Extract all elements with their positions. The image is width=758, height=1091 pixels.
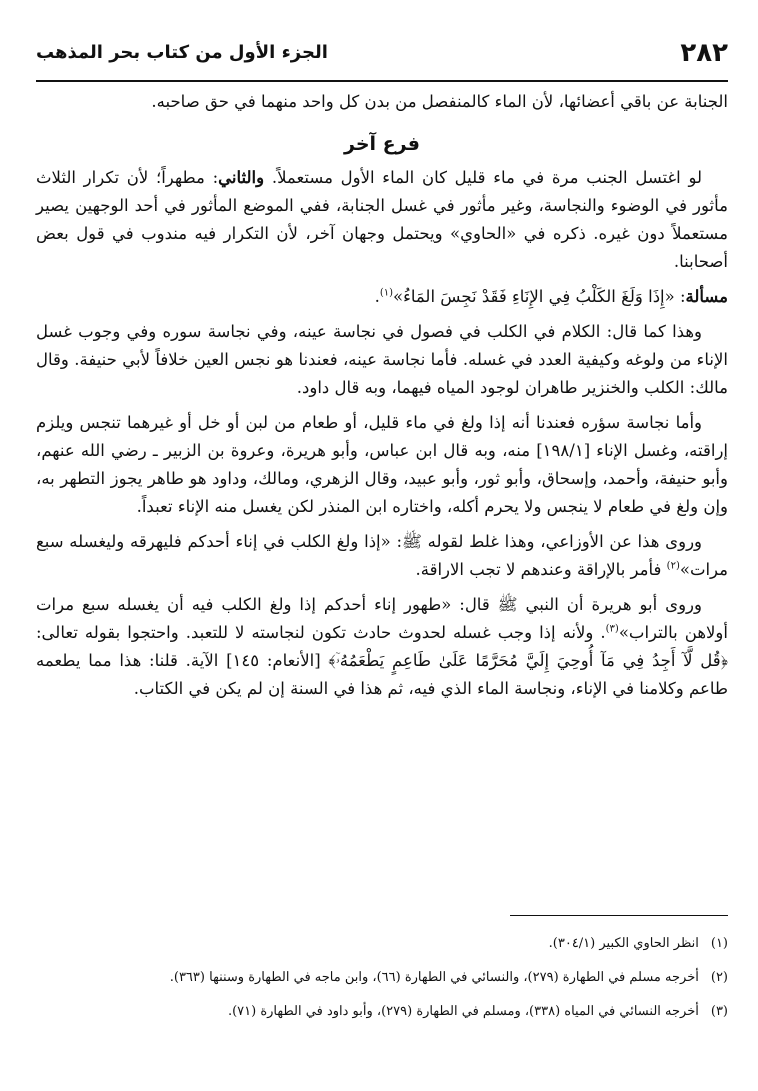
footnote-ref: (٢) — [666, 560, 680, 572]
footnote-number: (١) — [710, 936, 728, 951]
footnote-2 — [36, 964, 728, 992]
masala-heading — [36, 283, 728, 311]
paragraph-far-akhar — [36, 164, 728, 276]
footnote-text: انظر الحاوي الكبير (٣٠٤/١). — [548, 936, 699, 951]
main-text — [36, 88, 728, 710]
footnote-number: (٣) — [710, 1004, 728, 1019]
paragraph-text: وروى هذا عن الأوزاعي، وهذا غلط لقوله ﷺ: «إذا ولغ الكلب في إناء أحدكم فليهرقه وليغسله سبع مرات» — [36, 532, 728, 579]
footnote-divider — [510, 915, 728, 916]
footnote-text: أخرجه النسائي في المياه (٣٣٨)، ومسلم في الطهارة (٢٧٩)، وأبو داود في الطهارة (٧١). — [227, 1004, 699, 1019]
footnote-ref: (١) — [379, 287, 394, 299]
masala-label: مسألة — [685, 287, 728, 306]
paragraph-text: وروى أبو هريرة أن النبي ﷺ قال: «طهور إناء أحدكم إذا ولغ الكلب فيه أن يغسله سبع مرات أولاهن بالتراب» — [36, 595, 728, 642]
footnote-ref: (٣) — [605, 623, 619, 635]
footnote-text: أخرجه مسلم في الطهارة (٢٧٩)، والنسائي في الطهارة (٦٦)، وابن ماجه في الطهارة وسننها (٣٦٣). — [169, 970, 699, 985]
paragraph-sur-najasa: وأما نجاسة سؤره فعندنا أنه إذا ولغ في ماء قليل، أو طعام من لبن أو خل أو غيرهما تنجس ويلزم إراقته، وغسل الإناء [١٩٨/١] منه، وبه قال ابن عباس، وأبو هريرة، وعروة بن الزبير ـ رضي الله عنهم، وأبو حنيفة، وأحمد، وإسحاق، وأبو ثور، وأبو عبيد، وقال الزهري، ومالك، وداود هو طاهر يجوز التطهر به، وإن ولغ في طعام لا ينجس ولا يحرم أكله، واختاره ابن المنذر لكن يغسل منه الإناء تعبداً. — [36, 413, 729, 516]
paragraph-dog-najasa: وهذا كما قال: الكلام في الكلب في فصول في نجاسة عينه، وفي نجاسة سوره وفي وجوب غسل الإناء من ولوغه وكيفية العدد في غسله. فأما نجاسة عينه، فعندنا هو نجس العين خلافاً لأبي حنيفة. وقال مالك: الكلب والخنزير طاهران لوجود المياه فيهما، وبه قال داود. — [36, 322, 728, 397]
paragraph-text: . ولأنه إذا وجب غسله لحدوث حادث تكون لنجاسته لا للتعبد. واحتجوا بقوله تعالى: ﴿قُل لَّآ أَجِدُ فِي مَآ أُوحِيَ إِلَيَّ مُحَرَّمًا عَلَىٰ طَاعِمٍ يَطْعَمُهُۥٓ﴾ [الأنعام: ١٤٥] الآية. قلنا: هذا مما يطعمه طاعم وكلامنا في الإناء، ونجاسة الماء الذي فيه، ثم هذا في السنة إن لم يكن في الكتاب. — [36, 623, 729, 698]
page-number: ٢٨٢ — [680, 38, 728, 68]
footnote-number: (٢) — [710, 970, 728, 985]
paragraph-text: لو اغتسل الجنب مرة في ماء قليل كان الماء الأول مستعملاً. — [264, 168, 702, 187]
paragraph-text: فأمر بالإراقة وعندهم لا تجب الاراقة. — [415, 560, 667, 579]
section-title: فرع آخر — [344, 133, 420, 155]
running-title: الجزء الأول من كتاب بحر المذهب — [36, 42, 328, 63]
masala-hadith: : «إِذَا وَلَغَ الكَلْبُ فِي الإِنَاءِ فَقَدْ نَجِسَ المَاءُ» — [393, 287, 686, 306]
bold-term: والثاني — [218, 168, 265, 187]
paragraph-text: : مطهراً؛ لأن تكرار الثلاث مأثور في الوضوء والنجاسة، وغير مأثور في غسل الجنابة، ففي الموضع المأثور في أحد الوجهين يصير مستعملاً دون غيره. ذكره في «الحاوي» ويحتمل وجهان آخر، لأن التكرار فيه مندوب في قول بعض أصحابنا. — [36, 168, 728, 271]
paragraph-abu-hurayra — [36, 591, 728, 703]
footnotes — [36, 930, 728, 1032]
footnote-1 — [36, 930, 728, 958]
paragraph-awzai — [36, 528, 728, 584]
paragraph-text: . — [374, 287, 380, 306]
footnote-3 — [36, 998, 728, 1026]
page-header — [36, 34, 728, 82]
paragraph-continuation: الجنابة عن باقي أعضائها، لأن الماء كالمنفصل من بدن كل واحد منهما في حق صاحبه. — [151, 92, 728, 111]
